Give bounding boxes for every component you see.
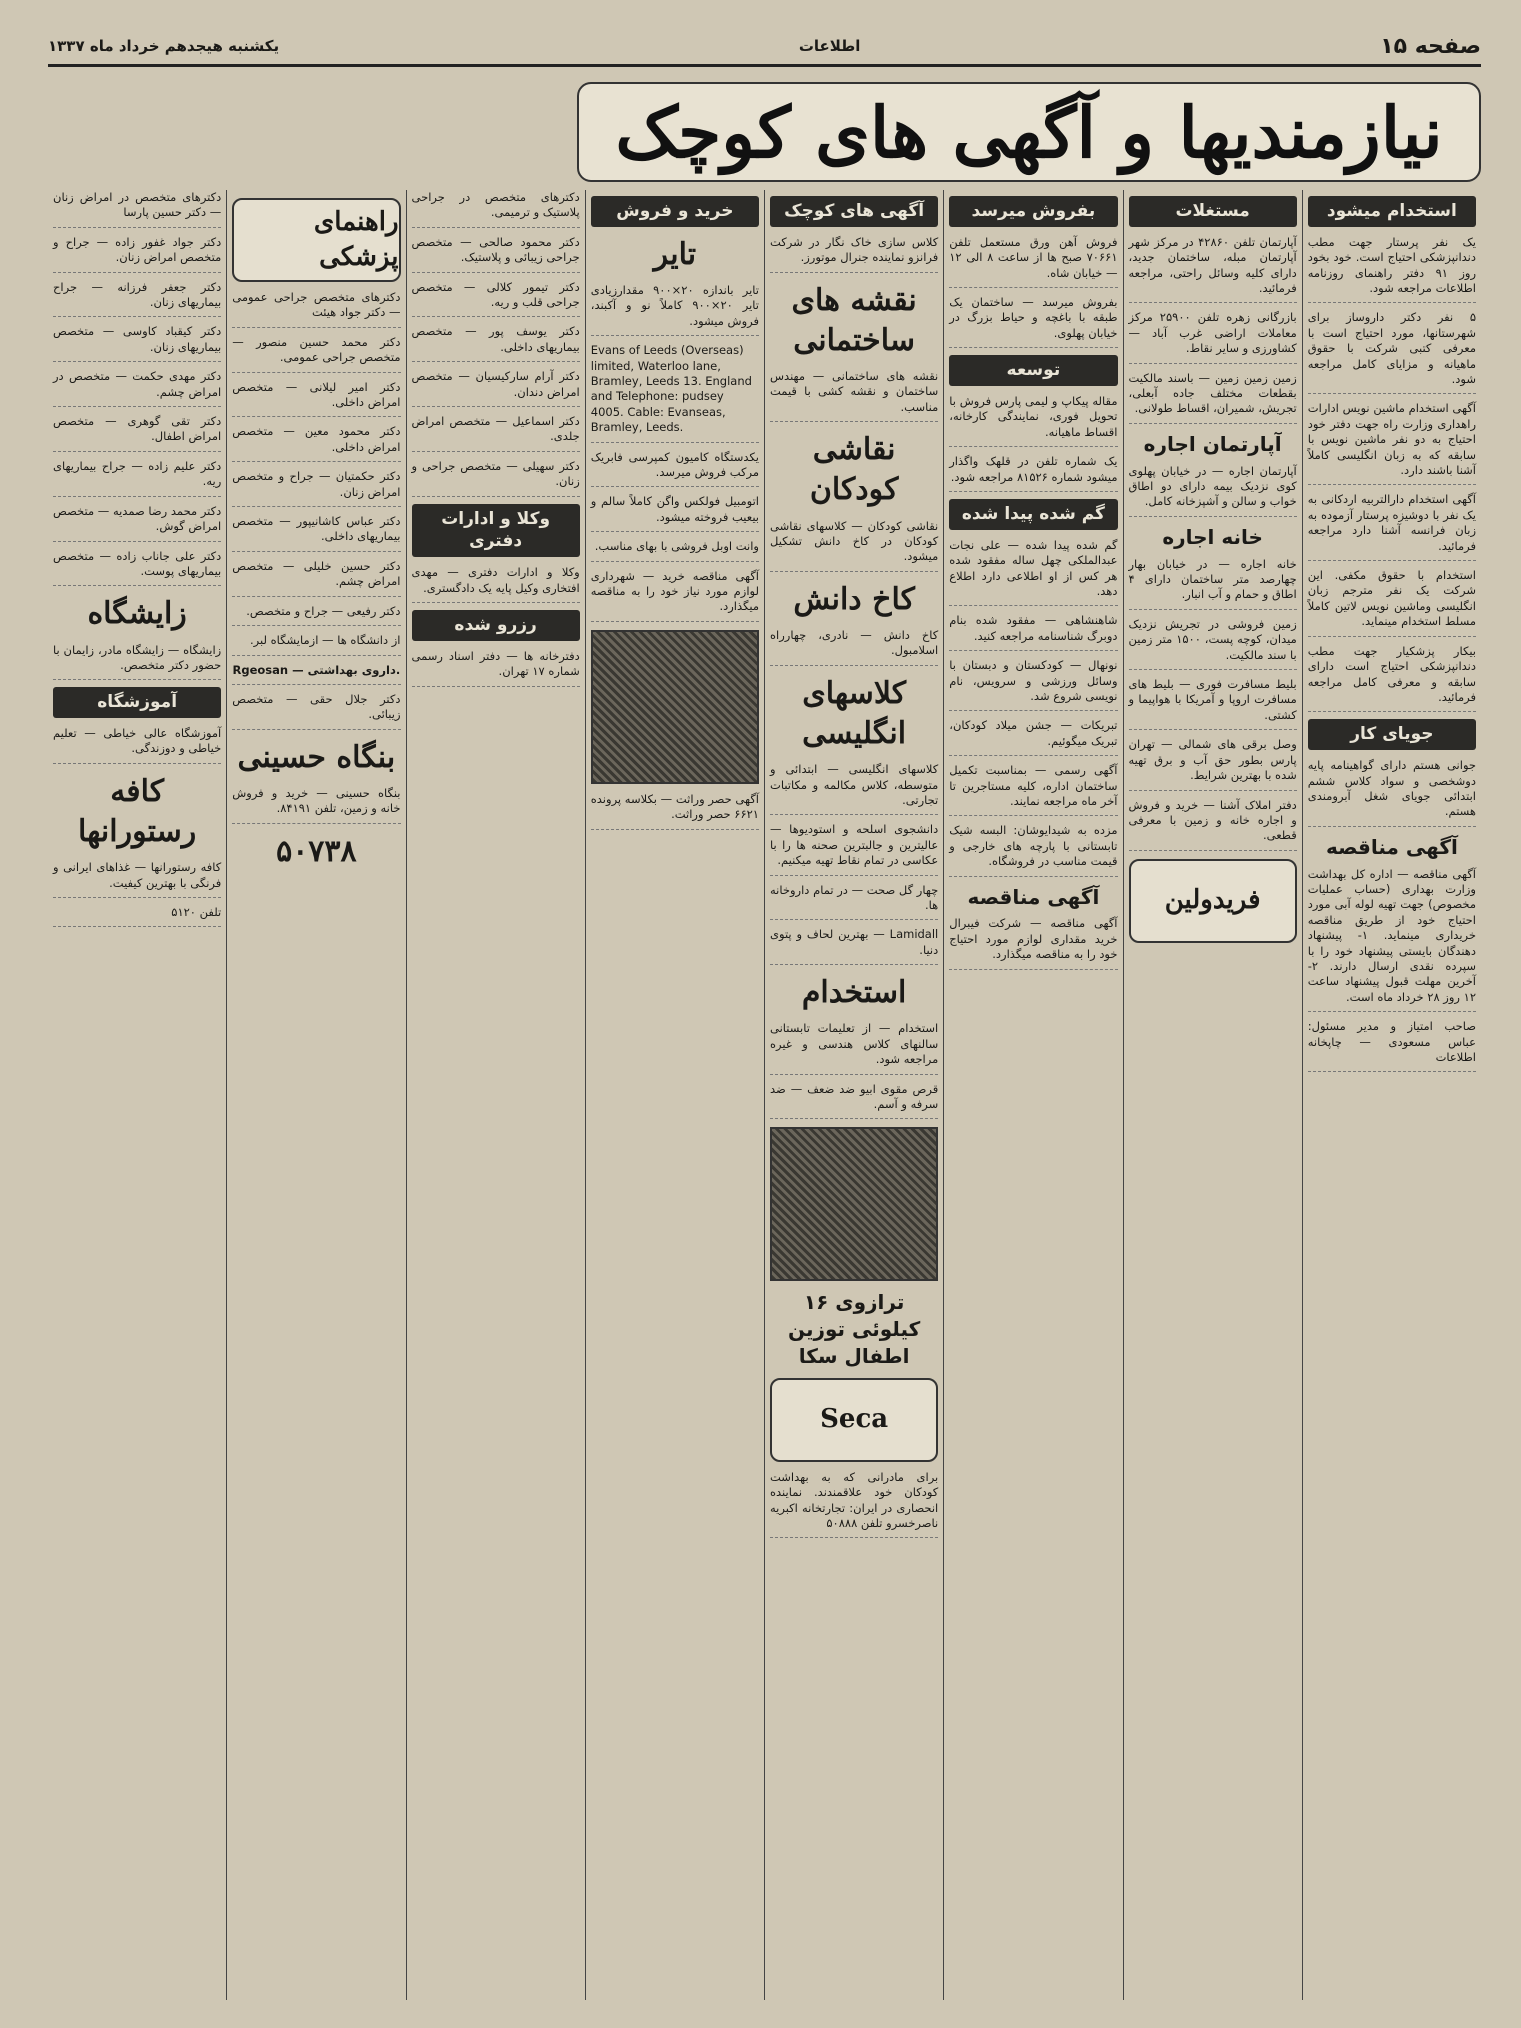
- ad: دکترهای متخصص جراحی عمومی — دکتر جواد هیئت: [232, 290, 400, 328]
- classifieds-title: نیازمندیها و آگهی های کوچک: [577, 82, 1481, 182]
- ad: دکتر علی جاناب زاده — متخصص بیماریهای پوست.: [53, 549, 221, 587]
- ad: فروش آهن ورق مستعمل تلفن ۷۰۶۶۱ صبح ها از ساعت ۸ الی ۱۲ — خیابان شاه.: [949, 235, 1117, 288]
- ad: دکتر محمود صالحی — متخصص جراحی زیبائی و پلاستیک.: [412, 235, 580, 273]
- ad: استخدام با حقوق مکفی. این شرکت یک نفر مترجم زبان انگلیسی وماشین نویس لاتین کاملاً مسلط استخدام مینماید.: [1308, 568, 1476, 637]
- restaurant-heading: کافه رستورانها: [77, 773, 197, 850]
- section-beauty: آموزشگاه: [53, 687, 221, 718]
- ad: مزده به شیدایوشان: البسه شیک تابستانی با پارچه های خارجی و قیمت مناسب در فروشگاه.: [949, 823, 1117, 876]
- ad: زمین زمین زمین — باسند مالکیت بقطعات مختلف جاده آبعلی، تجریش، شمیران، اقساط طولانی.: [1129, 371, 1297, 424]
- ad: دکتر محمد حسین منصور — متخصص جراحی عمومی.: [232, 335, 400, 373]
- page-header: [48, 28, 1481, 67]
- column-3: [943, 190, 1122, 2000]
- ad: بفروش میرسد — ساختمان یک طبقه با باغچه و حیاط بزرگ در خیابان پهلوی.: [949, 295, 1117, 348]
- ad: کافه رستورانها — غذاهای ایرانی و فرنگی با بهترین کیفیت.: [53, 860, 221, 898]
- column-6: [406, 190, 585, 2000]
- ad: دکتر سهیلی — متخصص جراحی و زنان.: [412, 459, 580, 497]
- ad: کلاس سازی خاک نگار در شرکت فرانزو نماینده جنرال موتورز.: [770, 235, 938, 273]
- ad: دکتر آرام سارکیسیان — متخصص امراض دندان.: [412, 369, 580, 407]
- bongah-heading: بنگاه حسینی: [237, 739, 396, 775]
- ad: برای مادرانی که به بهداشت کودکان خود علاقمندند. نماینده انحصاری در ایران: تجارتخانه اکبریه ناصرخسرو تلفن ۵۰۸۸۸: [770, 1470, 938, 1539]
- tender-heading-2: آگهی مناقصه: [967, 884, 1100, 909]
- ad: Lamidall — بهترین لحاف و پتوی دنیا.: [770, 927, 938, 965]
- ad: دکتر علیم زاده — جراح بیماریهای ریه.: [53, 459, 221, 497]
- ad: یکدستگاه کامیون کمپرسی فابریک مرکب فروش میرسد.: [591, 450, 759, 488]
- ad: دفتر املاک آشنا — خرید و فروش و اجاره خانه و زمین با معرفی قطعی.: [1129, 798, 1297, 851]
- tender-heading: آگهی مناقصه: [1325, 834, 1458, 859]
- ad: بازرگانی زهره تلفن ۲۵۹۰۰ مرکز معاملات اراضی غرب آباد — کشاورزی و سایر نقاط.: [1129, 310, 1297, 363]
- ad: دکتر امیر لیلانی — متخصص امراض داخلی.: [232, 380, 400, 418]
- freedolin-logo: فریدولین: [1129, 859, 1297, 943]
- ad: Rgeosan — داروی بهداشتی.: [232, 663, 400, 685]
- ad: دکتر جلال حقی — متخصص زیبائی.: [232, 692, 400, 730]
- ad: دفترخانه ها — دفتر اسناد رسمی شماره ۱۷ تهران.: [412, 649, 580, 687]
- ad: چهار گل صحت — در تمام داروخانه ها.: [770, 883, 938, 921]
- ad: ۵ نفر دکتر داروساز برای شهرستانها، مورد احتیاج است با معرفی کتبی شرکت با حقوق ماهیانه و مزایای کامل مراجعه شود.: [1308, 310, 1476, 394]
- ad: دکتر حسین خلیلی — متخصص امراض چشم.: [232, 559, 400, 597]
- ad: دکتر تقی گوهری — متخصص امراض اطفال.: [53, 414, 221, 452]
- ad: یک نفر پرستار جهت مطب دندانپزشکی احتیاج است. خود بخود روز ۹۱ دفتر راهنمای روزنامه اطلاعات مراجعه شود.: [1308, 235, 1476, 304]
- ad: دکتر مهدی حکمت — متخصص در امراض چشم.: [53, 369, 221, 407]
- house-rent-heading: خانه اجاره: [1162, 524, 1263, 549]
- ad: آگهی استخدام دارالتربیه اردکانی به یک نفر با دوشیزه پرستار آزموده به زبان فرانسه آشنا دارد مراجعه فرمائید.: [1308, 492, 1476, 561]
- ad: دکتر حکمتیان — جراح و متخصص امراض زنان.: [232, 469, 400, 507]
- ad: گم شده پیدا شده — علی نجات عبدالملکی چهل ساله مفقود شده هر کس از او اطلاعی دارد اطلاع دهد.: [949, 538, 1117, 607]
- ad: آگهی مناقصه خرید — شهرداری لوازم مورد نیاز خود را به مناقصه میگذارد.: [591, 569, 759, 622]
- building-plans-heading: نقشه های ساختمانی: [791, 282, 917, 358]
- section-reserved: رزرو شده: [412, 610, 580, 641]
- ad: بیکار پزشکیار جهت مطب دندانپزشکی احتیاج است دارای سابقه و معرفی کامل مراجعه فرمائید.: [1308, 644, 1476, 713]
- ad: خانه اجاره — در خیابان بهار چهارصد متر ساختمان دارای ۴ اطاق و حمام و آب انبار.: [1129, 557, 1297, 610]
- column-2: [1123, 190, 1302, 2000]
- ad: دکتر محمد رضا صمدیه — متخصص امراض گوش.: [53, 504, 221, 542]
- ad: دکتر عباس کاشانیپور — متخصص بیماریهای داخلی.: [232, 514, 400, 552]
- ad: کاخ دانش — نادری، چهارراه اسلامبول.: [770, 628, 938, 666]
- ad: آگهی مناقصه — اداره کل بهداشت وزارت بهداری (حساب عملیات مخصوص) جهت تهیه لوله آبی مورد احتیاج خود از طریق مناقصه خریداری مینماید. ۱- پیشنهاد دهندگان بایستی پیشنهاد خود را با سپرده نقدی ارسال دارند. ۲- آخرین مهلت قبول پیشنهاد ساعت ۱۲ روز ۲۸ خرداد ماه است.: [1308, 867, 1476, 1013]
- issue-date: یکشنبه هیجدهم خرداد ماه ۱۳۳۷: [48, 37, 280, 55]
- ad: زمین فروشی در تجریش نزدیک میدان، کوچه پست، ۱۵۰۰ متر زمین با سند مالکیت.: [1129, 617, 1297, 670]
- section-misc-2: توسعه: [949, 355, 1117, 386]
- ad: دانشجوی اسلحه و استودیوها — عالیترین و جالبترین صحنه ها را با عکاسی در تمام نقاط تهیه میکنیم.: [770, 822, 938, 875]
- page-number: صفحه ۱۵: [1380, 33, 1481, 59]
- births-heading: زایشگاه: [87, 596, 187, 632]
- ad: آپارتمان اجاره — در خیابان پهلوی کوی نزدیک بیمه دارای دو اطاق خواب و سالن و آشپزخانه کامل.: [1129, 464, 1297, 517]
- columns: [48, 190, 1481, 2000]
- section-for-sale: بفروش میرسد: [949, 196, 1117, 227]
- ad: Evans of Leeds (Overseas) limited, Waterloo lane, Bramley, Leeds 13. England and Telephone: pudsey 4005. Cable: Evanseas, Bramley, Leeds.: [591, 343, 759, 442]
- section-lost: گم شده پیدا شده: [949, 499, 1117, 530]
- section-rentals: مستغلات: [1129, 196, 1297, 227]
- scale-heading: ترازوی ۱۶ کیلوئی توزین اطفال سکا: [787, 1290, 921, 1369]
- ad: تبریکات — جشن میلاد کودکان، تبریک میگوئیم.: [949, 718, 1117, 756]
- ad: آگهی حصر وراثت — بکلاسه پرونده ۶۶۲۱ حصر وراثت.: [591, 792, 759, 830]
- ad: نقاشی کودکان — کلاسهای نقاشی کودکان در کاخ دانش تشکیل میشود.: [770, 519, 938, 572]
- recruitment-heading: استخدام: [801, 975, 907, 1011]
- medical-guide-banner: راهنمای پزشکی: [232, 198, 400, 282]
- kakh-heading: کاخ دانش: [793, 581, 915, 617]
- ad: دکتر تیمور کلالی — متخصص جراحی قلب و ریه.: [412, 280, 580, 318]
- ad: استخدام — از تعلیمات تابستانی سالنهای کلاس هندسی و غیره مراجعه شود.: [770, 1021, 938, 1074]
- ad: دکتر اسماعیل — متخصص امراض جلدی.: [412, 414, 580, 452]
- ad: دکتر کیقباد کاوسی — متخصص بیماریهای زنان.: [53, 324, 221, 362]
- ad: وکلا و ادارات دفتری — مهدی افتخاری وکیل پایه یک دادگستری.: [412, 565, 580, 603]
- publisher-line: صاحب امتیاز و مدیر مسئول: عباس مسعودی — چاپخانه اطلاعات: [1308, 1019, 1476, 1072]
- ad: نقشه های ساختمانی — مهندس ساختمان و نقشه کشی با قیمت مناسب.: [770, 369, 938, 422]
- section-buy-sell: خرید و فروش: [591, 196, 759, 227]
- column-1: [1302, 190, 1481, 2000]
- portrait-photo: [591, 630, 759, 784]
- english-heading: کلاسهای انگلیسی: [802, 675, 907, 751]
- section-lawyers: وکلا و ادارات دفتری: [412, 504, 580, 558]
- ad: بلیط مسافرت فوری — بلیط های مسافرت اروپا و آمریکا با هواپیما و کشتی.: [1129, 677, 1297, 730]
- column-8: [48, 190, 226, 2000]
- painting-heading: نقاشی کودکان: [809, 432, 899, 508]
- ad: وصل برقی های شمالی — تهران پارس بطور حق آب و برق تهیه شده با بهترین شرایط.: [1129, 737, 1297, 790]
- phone-number-large: ۵۰۷۳۸: [276, 833, 357, 869]
- ad: آپارتمان تلفن ۴۲۸۶۰ در مرکز شهر آپارتمان مبله، ساختمان جدید، دارای کلیه وسائل راحتی، مراجعه فرمائید.: [1129, 235, 1297, 304]
- ad: دکتر جواد غفور زاده — جراح و متخصص امراض زنان.: [53, 235, 221, 273]
- ad: تلفن ۵۱۲۰: [53, 905, 221, 927]
- baby-scale-illustration: [770, 1127, 938, 1281]
- ad: نونهال — کودکستان و دبستان با وسائل ورزشی و سرویس، نام نویسی شروع شد.: [949, 658, 1117, 711]
- section-employment: استخدام میشود: [1308, 196, 1476, 227]
- ad: دکتر رفیعی — جراح و متخصص.: [232, 604, 400, 626]
- section-job-seekers: جویای کار: [1308, 719, 1476, 750]
- ad: دکترهای متخصص در امراض زنان — دکتر حسین پارسا: [53, 190, 221, 228]
- column-4: [764, 190, 943, 2000]
- ad: اتومبیل فولکس واگن کاملاً سالم و بیعیب فروخته میشود.: [591, 494, 759, 532]
- section-misc: آگهی های کوچک: [770, 196, 938, 227]
- ad: دکتر یوسف پور — متخصص بیماریهای داخلی.: [412, 324, 580, 362]
- ad: آگهی استخدام ماشین نویس ادارات راهداری وزارت راه جهت دفتر خود احتیاج به دو نفر ماشین نویس با سابقه که به زبان انگلیسی کاملاً آشنا باشند دارد.: [1308, 401, 1476, 485]
- seca-logo: Seca: [770, 1378, 938, 1462]
- ad: زایشگاه — زایشگاه مادر، زایمان با حضور دکتر متخصص.: [53, 643, 221, 681]
- ad: بنگاه حسینی — خرید و فروش خانه و زمین، تلفن ۸۴۱۹۱.: [232, 786, 400, 824]
- ad: دکترهای متخصص در جراحی پلاستیک و ترمیمی.: [412, 190, 580, 228]
- ad: کلاسهای انگلیسی — ابتدائی و متوسطه، کلاس مکالمه و مکاتبات تجارتی.: [770, 762, 938, 815]
- ad: آگهی رسمی — بمناسبت تکمیل ساختمان اداره، کلیه مستاجرین تا آخر ماه مراجعه نمایند.: [949, 763, 1117, 816]
- ad: دکتر جعفر فرزانه — جراح بیماریهای زنان.: [53, 280, 221, 318]
- ad: یک شماره تلفن در قلهک واگذار میشود شماره ۸۱۵۲۶ مراجعه شود.: [949, 454, 1117, 492]
- ad: مقاله پیکاپ و لیمی پارس فروش با تحویل فوری، نمایندگی کارخانه، اقساط ماهیانه.: [949, 394, 1117, 447]
- column-5: [585, 190, 764, 2000]
- ad: از دانشگاه ها — ازمایشگاه لبر.: [232, 633, 400, 655]
- tire-heading: تایر: [653, 236, 697, 272]
- ad: وانت اوبل فروشی با بهای مناسب.: [591, 539, 759, 561]
- ad: آموزشگاه عالی خیاطی — تعلیم خیاطی و دوزندگی.: [53, 726, 221, 764]
- ad: قرص مقوی ابیو ضد ضعف — ضد سرفه و آسم.: [770, 1082, 938, 1120]
- apartment-heading: آپارتمان اجاره: [1143, 431, 1282, 456]
- ad: شاهنشاهی — مفقود شده بنام دوبرگ شناسنامه مراجعه کنید.: [949, 613, 1117, 651]
- column-7: [226, 190, 405, 2000]
- ad: جوانی هستم دارای گواهینامه پایه دوشخصی و سواد کلاس ششم ابتدائی جویای شغل آبرومندی هستم.: [1308, 758, 1476, 827]
- ad: آگهی مناقصه — شرکت فیبرال خرید مقداری لوازم مورد احتیاج خود را به مناقصه میگذارد.: [949, 916, 1117, 969]
- ad: تایر باندازه ۲۰×۹۰۰ مقدارزیادی تایر ۲۰×۹۰۰ کاملاً نو و آکبند، فروش میشود.: [591, 283, 759, 336]
- paper-name: اطلاعات: [798, 37, 861, 55]
- ad: دکتر محمود معین — متخصص امراض داخلی.: [232, 424, 400, 462]
